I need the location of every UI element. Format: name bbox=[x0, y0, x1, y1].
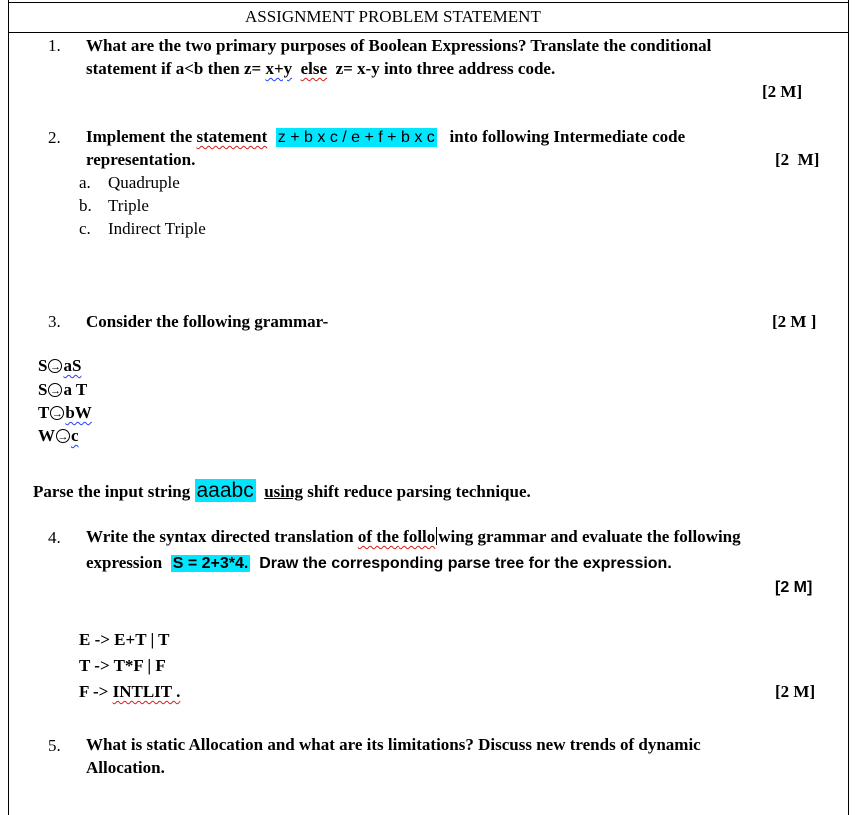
q2-text-space bbox=[267, 127, 276, 146]
parse-text-using: using bbox=[264, 482, 303, 501]
q5-line1: What is static Allocation and what are its limitations? Discuss new trends of dynamic bbox=[86, 735, 701, 754]
top-rule bbox=[8, 2, 849, 3]
grammar-rule-3 bbox=[38, 403, 92, 423]
q4-grammar-f: F -> bbox=[79, 682, 113, 701]
q5-line2: Allocation. bbox=[86, 758, 165, 777]
q3-text: Consider the following grammar- bbox=[86, 312, 329, 331]
grammar-rule-1 bbox=[38, 356, 81, 376]
q4-grammar-intlit: INTLIT . bbox=[112, 682, 181, 701]
q2-line1 bbox=[86, 127, 685, 147]
parse-input-string: aaabc bbox=[196, 479, 254, 502]
q4-grammar-rule-2: T -> T*F | F bbox=[79, 656, 166, 675]
q2-option-a-text: Quadruple bbox=[108, 173, 180, 192]
rule2-lhs: S bbox=[38, 380, 48, 399]
q2-option-c-label: c. bbox=[79, 219, 91, 238]
q4-grammar-rule-1: E -> E+T | T bbox=[79, 630, 170, 649]
q4-expression: S = 2+3*4. bbox=[172, 555, 249, 572]
q4-grammar-rule-3 bbox=[79, 682, 180, 702]
parse-text-a: Parse the input string bbox=[33, 482, 195, 501]
q4-line1-d: wing grammar and evaluate the following bbox=[438, 527, 741, 546]
q3-marks: [2 M ] bbox=[772, 312, 817, 331]
q4-line2 bbox=[86, 553, 672, 573]
rule1-rhs: aS bbox=[63, 356, 82, 375]
q2-line2: representation. bbox=[86, 150, 196, 169]
q2-text-a: Implement the bbox=[86, 127, 197, 146]
parse-text-space bbox=[256, 482, 265, 501]
q1-line1: What are the two primary purposes of Boolean Expressions? Translate the conditional bbox=[86, 36, 712, 55]
q4-marks-bottom: [2 M] bbox=[775, 682, 816, 701]
header-rule bbox=[8, 32, 849, 33]
q1-line2 bbox=[86, 59, 555, 79]
grammar-rule-4 bbox=[38, 426, 79, 446]
q2-option-b-label: b. bbox=[79, 196, 92, 215]
q3-number: 3. bbox=[48, 312, 61, 331]
grammar-rule-2 bbox=[38, 380, 87, 400]
q4-line2-a: expression bbox=[86, 553, 171, 572]
q4-line1-a: Write the syntax directed translation bbox=[86, 527, 358, 546]
q1-number: 1. bbox=[48, 36, 61, 55]
q2-option-c-text: Indirect Triple bbox=[108, 219, 206, 238]
q1-line2-part-a: statement if a<b then z= bbox=[86, 59, 266, 78]
q2-marks: [2 M] bbox=[775, 150, 820, 169]
q2-option-b-text: Triple bbox=[108, 196, 149, 215]
rule1-lhs: S bbox=[38, 356, 48, 375]
right-arrow-icon: → bbox=[51, 408, 63, 420]
right-arrow-icon: → bbox=[57, 431, 69, 443]
q2-text-d: into following Intermediate code bbox=[436, 127, 686, 146]
q4-line1-follo: follo bbox=[398, 527, 436, 546]
q2-number: 2. bbox=[48, 128, 61, 147]
rule3-lhs: T bbox=[38, 403, 50, 422]
q2-text-statement: statement bbox=[196, 127, 268, 146]
parse-text-d: shift reduce parsing technique. bbox=[302, 482, 531, 501]
parse-instruction bbox=[33, 479, 531, 503]
q2-expression: z + b x c / e + f + b x c bbox=[277, 129, 435, 146]
q4-line2-b: Draw the corresponding parse tree for the expression. bbox=[250, 555, 672, 572]
q4-number: 4. bbox=[48, 528, 61, 547]
q4-line1 bbox=[86, 527, 741, 547]
rule4-lhs: W bbox=[38, 426, 55, 445]
rule4-rhs: c bbox=[71, 426, 79, 445]
q1-line2-part-e: z= x-y into three address code. bbox=[327, 59, 556, 78]
q1-line2-space bbox=[292, 59, 301, 78]
q1-line2-else: else bbox=[300, 59, 328, 78]
rule3-rhs: bW bbox=[65, 403, 92, 422]
right-arrow-icon: → bbox=[49, 385, 61, 397]
q4-marks-top: [2 M] bbox=[775, 579, 813, 596]
rule2-rhs: a T bbox=[63, 380, 88, 399]
q1-marks: [2 M] bbox=[762, 82, 803, 101]
right-arrow-icon: → bbox=[49, 361, 61, 373]
q2-option-a-label: a. bbox=[79, 173, 91, 192]
q1-line2-xy: x+y bbox=[265, 59, 293, 78]
q4-line1-of-the: of the bbox=[357, 527, 399, 546]
page-title: ASSIGNMENT PROBLEM STATEMENT bbox=[245, 7, 541, 26]
q5-number: 5. bbox=[48, 736, 61, 755]
